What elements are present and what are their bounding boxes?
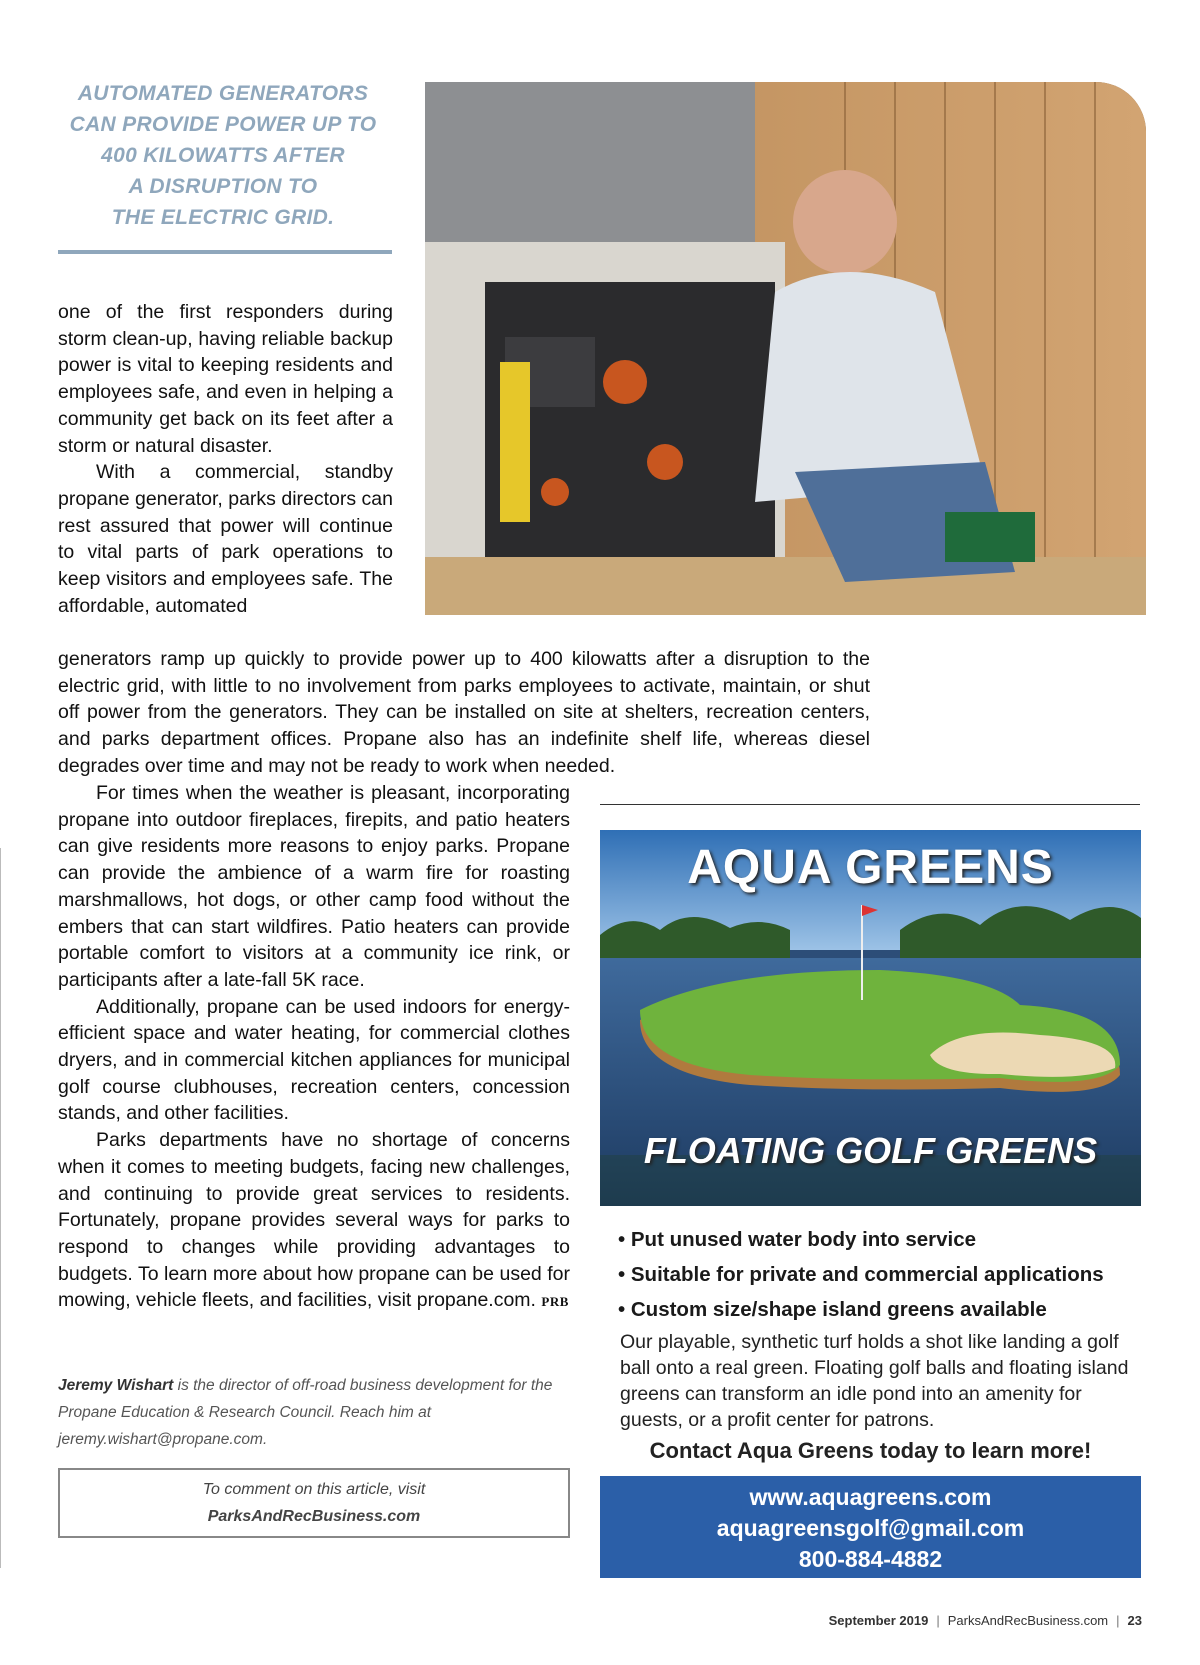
comment-box-text: To comment on this article, visit xyxy=(202,1481,426,1498)
comment-box-link[interactable]: ParksAndRecBusiness.com xyxy=(207,1508,421,1525)
page-footer xyxy=(829,1613,1142,1628)
footer-date: September 2019 xyxy=(828,1613,929,1628)
article-paragraph: For times when the weather is pleasant, incorporating propane into outdoor fireplaces, firepits, and patio heaters can give residents more reasons to enjoy parks. Propane can provide the ambience of a warm fire for roasting marshmallows, hot dogs, or other camp food without the embers that can start wildfires. Patio heaters can provide portable comfort to visitors at a community ice rink, or participants after a late-fall 5K race. xyxy=(58,782,570,991)
pull-quote xyxy=(58,78,388,233)
pull-quote-line: THE ELECTRIC GRID. xyxy=(111,206,335,229)
author-bio xyxy=(58,1372,572,1453)
pull-quote-line: A DISRUPTION TO xyxy=(128,175,318,198)
article-paragraph xyxy=(58,1127,570,1316)
ad-call-to-action: Contact Aqua Greens today to learn more! xyxy=(649,1438,1092,1463)
article-paragraph: With a commercial, standby propane generator, parks directors can rest assured that power will continue to vital parts of park operations to keep visitors and employees safe. The affordable, automated xyxy=(58,461,393,617)
ad-subtitle: FLOATING GOLF GREENS xyxy=(643,1130,1098,1171)
article-wide-block xyxy=(58,646,870,780)
ad-divider xyxy=(600,804,1140,805)
article-column-top xyxy=(58,299,393,619)
signoff-mark: PRB xyxy=(541,1294,569,1310)
footer-site: ParksAndRecBusiness.com xyxy=(947,1613,1109,1628)
ad-contact-box xyxy=(600,1476,1141,1578)
pull-quote-line: AUTOMATED GENERATORS xyxy=(77,82,369,105)
footer-separator: | xyxy=(1116,1613,1120,1628)
ad-website-link[interactable]: www.aquagreens.com xyxy=(749,1484,992,1510)
page-number: 23 xyxy=(1127,1613,1142,1628)
ad-bullet: • Put unused water body into service xyxy=(618,1228,977,1251)
article-paragraph-text: Parks departments have no shortage of concerns when it comes to meeting budgets, facing new challenges, and continuing to provide great services to residents. Fortunately, propane provides several ways for parks to respond to changes while providing advantages to budgets. To learn more about how propane can be used for mowing, vehicle fleets, and facilities, visit propane.com. xyxy=(58,1129,570,1312)
comment-box xyxy=(58,1468,570,1538)
page-edge-line xyxy=(0,848,1,1568)
ad-description: Our playable, synthetic turf holds a shot like landing a golf ball onto a real green. Floating golf balls and floating island greens can transform an idle pond into an amenity for guests, or a profit center for patrons. xyxy=(620,1331,1129,1431)
article-paragraph: generators ramp up quickly to provide power up to 400 kilowatts after a disruption to the electric grid, with little to no involvement from parks employees to activate, maintain, or shut off power from the generators. They can be installed on site at shelters, recreation centers, and parks department offices. Propane also has an indefinite shelf life, whereas diesel degrades over time and may not be ready to work when needed. xyxy=(58,648,870,777)
ad-title: AQUA GREENS xyxy=(687,841,1054,894)
ad-bullet: • Custom size/shape island greens available xyxy=(618,1298,1047,1321)
author-bio-text: is the director of off-road business development for the Propane Education & Research Council. Reach him at jeremy.wishart@propane.com. xyxy=(58,1377,553,1448)
article-paragraph: one of the first responders during storm clean-up, having reliable backup power is vital to keeping residents and employees safe, and even in helping a community get back on its feet after a storm or natural disaster. xyxy=(58,301,393,457)
pull-quote-line: CAN PROVIDE POWER UP TO xyxy=(69,113,377,136)
ad-email-link[interactable]: aquagreensgolf@gmail.com xyxy=(716,1515,1025,1541)
article-column-bottom xyxy=(58,780,570,1316)
ad-phone: 800-884-4882 xyxy=(798,1546,943,1572)
pull-quote-line: 400 KILOWATTS AFTER xyxy=(101,144,345,167)
pull-quote-divider xyxy=(58,250,392,254)
footer-separator: | xyxy=(936,1613,940,1628)
author-name: Jeremy Wishart xyxy=(58,1377,174,1394)
article-paragraph: Additionally, propane can be used indoors for energy-efficient space and water heating, for commercial clothes dryers, and in commercial kitchen appliances for municipal golf course clubhouses, recreation centers, concession stands, and other facilities. xyxy=(58,995,570,1125)
ad-image xyxy=(600,830,1141,1206)
ad-bullet: • Suitable for private and commercial applications xyxy=(618,1263,1104,1286)
generator-photo-illustration xyxy=(425,82,1146,615)
ad-bullet-list xyxy=(618,1222,1148,1327)
generator-photo xyxy=(425,82,1146,615)
